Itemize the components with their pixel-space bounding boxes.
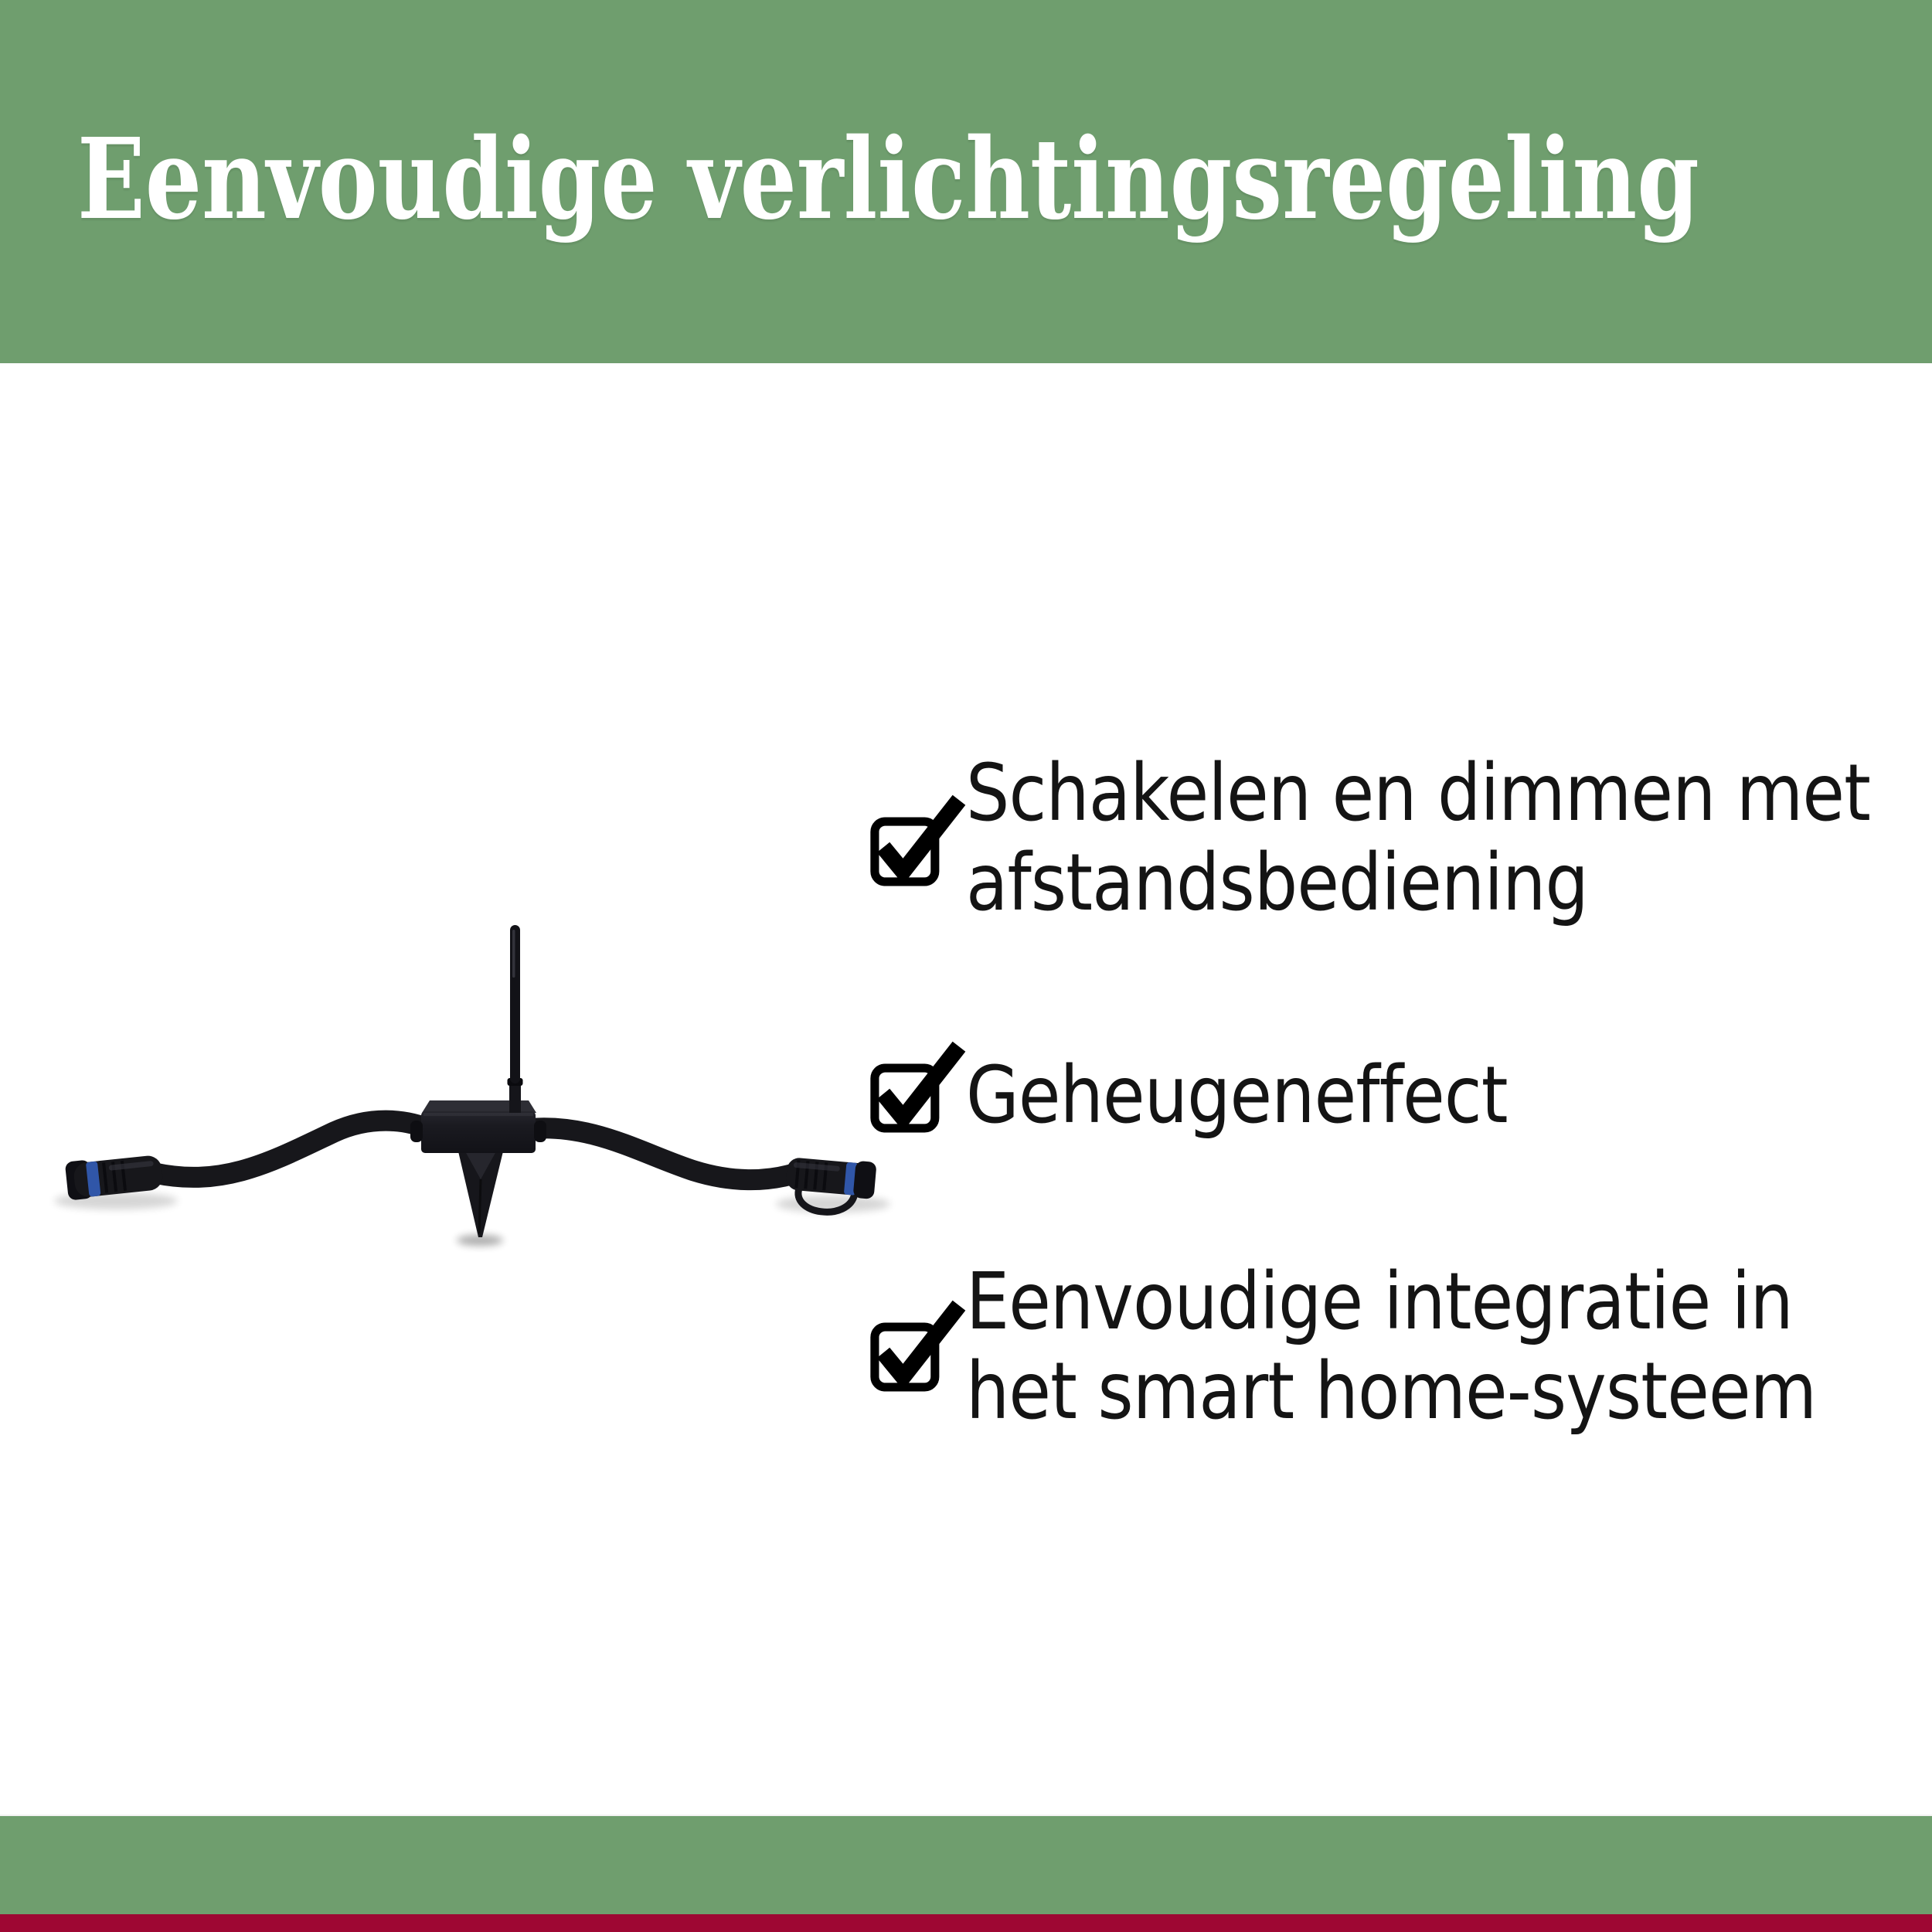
footer-band [0,1816,1932,1914]
feature-line: afstandsbediening [966,837,1589,929]
brand-red-bar [0,1914,1932,1932]
feature-text [966,1257,1816,1437]
ground-spike [458,1151,503,1237]
checkbox-checked-icon [868,1296,967,1395]
antenna [508,925,523,1113]
page-title: Eenvoudige verlichtingsregeling [77,114,1699,244]
receiver-box [410,1100,546,1153]
checkbox-checked-icon [868,1037,967,1136]
left-cable [155,1121,433,1177]
left-cable-connector [65,1152,165,1201]
feature-line: Geheugeneffect [966,1049,1508,1141]
feature-text [966,749,1870,928]
feature-line: het smart home-systeem [966,1345,1817,1437]
right-cable [526,1128,796,1180]
feature-line: Eenvoudige integratie in [966,1256,1793,1348]
feature-line: Schakelen en dimmen met [966,747,1871,839]
feature-text [966,1051,1508,1141]
checkbox-checked-icon [868,791,967,889]
